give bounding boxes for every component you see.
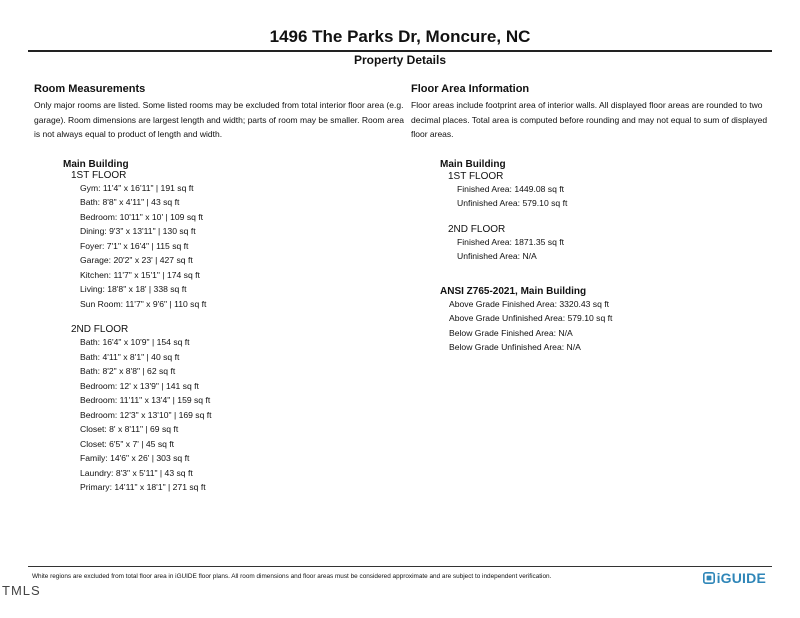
room-item: Family: 14'6" x 26' | 303 sq ft <box>80 453 190 463</box>
ansi-item: Below Grade Unfinished Area: N/A <box>449 342 581 352</box>
ansi-item: Above Grade Unfinished Area: 579.10 sq ft <box>449 313 613 323</box>
iguide-logo-icon <box>703 572 715 584</box>
room-item: Living: 18'8" x 18' | 338 sq ft <box>80 284 187 294</box>
area-item: Finished Area: 1871.35 sq ft <box>457 236 565 247</box>
floor-1-room-list <box>34 181 404 312</box>
room-item: Bedroom: 12' x 13'9" | 141 sq ft <box>80 380 199 391</box>
room-item: Sun Room: 11'7" x 9'6" | 110 sq ft <box>80 298 207 309</box>
room-measurements-section <box>34 83 404 495</box>
room-item: Kitchen: 11'7" x 15'1" | 174 sq ft <box>80 269 200 280</box>
ansi-item: Above Grade Finished Area: 3320.43 sq ft <box>449 298 610 309</box>
title-divider <box>28 50 772 52</box>
room-item: Gym: 11'4" x 16'11" | 191 sq ft <box>80 182 194 193</box>
room-item: Bedroom: 12'3" x 13'10" | 169 sq ft <box>80 409 212 420</box>
page-subtitle: Property Details <box>353 53 447 67</box>
area-floor-2-list <box>411 235 776 264</box>
room-item: Primary: 14'11" x 18'1" | 271 sq ft <box>80 482 206 492</box>
ansi-heading: ANSI Z765-2021, Main Building <box>440 285 587 297</box>
room-item: Bath: 16'4" x 10'9" | 154 sq ft <box>80 337 190 347</box>
floor-2-heading: 2ND FLOOR <box>71 324 129 335</box>
room-measurements-note: Only major rooms are listed. Some listed rooms may be excluded from total interior floor area (e.g. garage). Room dimensions are largest length and width; parts of room may be smaller. Room area is not always equal to product of length and width. <box>34 100 404 139</box>
area-floor-1-heading: 1ST FLOOR <box>448 170 504 182</box>
room-item: Foyer: 7'1" x 16'4" | 115 sq ft <box>80 240 189 251</box>
area-floor-2-heading: 2ND FLOOR <box>448 223 506 235</box>
ansi-item: Below Grade Finished Area: N/A <box>449 327 573 338</box>
footer-divider <box>28 566 772 567</box>
room-item: Closet: 6'5" x 7' | 45 sq ft <box>80 438 175 449</box>
room-item: Dining: 9'3" x 13'11" | 130 sq ft <box>80 226 196 236</box>
room-item: Garage: 20'2" x 23' | 427 sq ft <box>80 255 193 265</box>
iguide-logo-text: iGUIDE <box>716 570 766 586</box>
area-building-heading: Main Building <box>440 158 506 170</box>
room-measurements-heading: Room Measurements <box>34 83 146 95</box>
area-item: Finished Area: 1449.08 sq ft <box>457 183 565 194</box>
floor-area-heading: Floor Area Information <box>411 83 530 95</box>
room-item: Laundry: 8'3" x 5'11" | 43 sq ft <box>80 467 193 478</box>
room-building-heading: Main Building <box>63 158 129 170</box>
page-title: 1496 The Parks Dr, Moncure, NC <box>269 27 531 46</box>
area-floor-1-list <box>411 182 776 211</box>
area-item: Unfinished Area: N/A <box>457 251 537 261</box>
room-item: Closet: 8' x 8'11" | 69 sq ft <box>80 424 179 434</box>
floor-area-note: Floor areas include footprint area of interior walls. All displayed floor areas are rounded to two decimal places. Total area is computed before rounding and may not equal to sum of displayed floor areas. <box>411 100 768 139</box>
room-item: Bath: 8'2" x 8'8" | 62 sq ft <box>80 366 176 376</box>
tmls-watermark: TMLS <box>2 583 41 598</box>
footer-disclaimer: White regions are excluded from total floor area in iGUIDE floor plans. All room dimensions and floor areas must be considered approximate and are subject to independent verification. <box>32 573 552 580</box>
floor-2-room-list <box>34 335 404 495</box>
room-item: Bath: 4'11" x 8'1" | 40 sq ft <box>80 351 180 362</box>
room-item: Bedroom: 11'11" x 13'4" | 159 sq ft <box>80 395 211 405</box>
room-item: Bedroom: 10'11" x 10' | 109 sq ft <box>80 211 204 222</box>
floor-1-heading: 1ST FLOOR <box>71 169 127 181</box>
area-item: Unfinished Area: 579.10 sq ft <box>457 198 568 208</box>
ansi-list <box>411 297 776 355</box>
iguide-logo <box>703 570 766 586</box>
room-item: Bath: 8'8" x 4'11" | 43 sq ft <box>80 197 180 207</box>
floor-area-section <box>411 83 776 355</box>
